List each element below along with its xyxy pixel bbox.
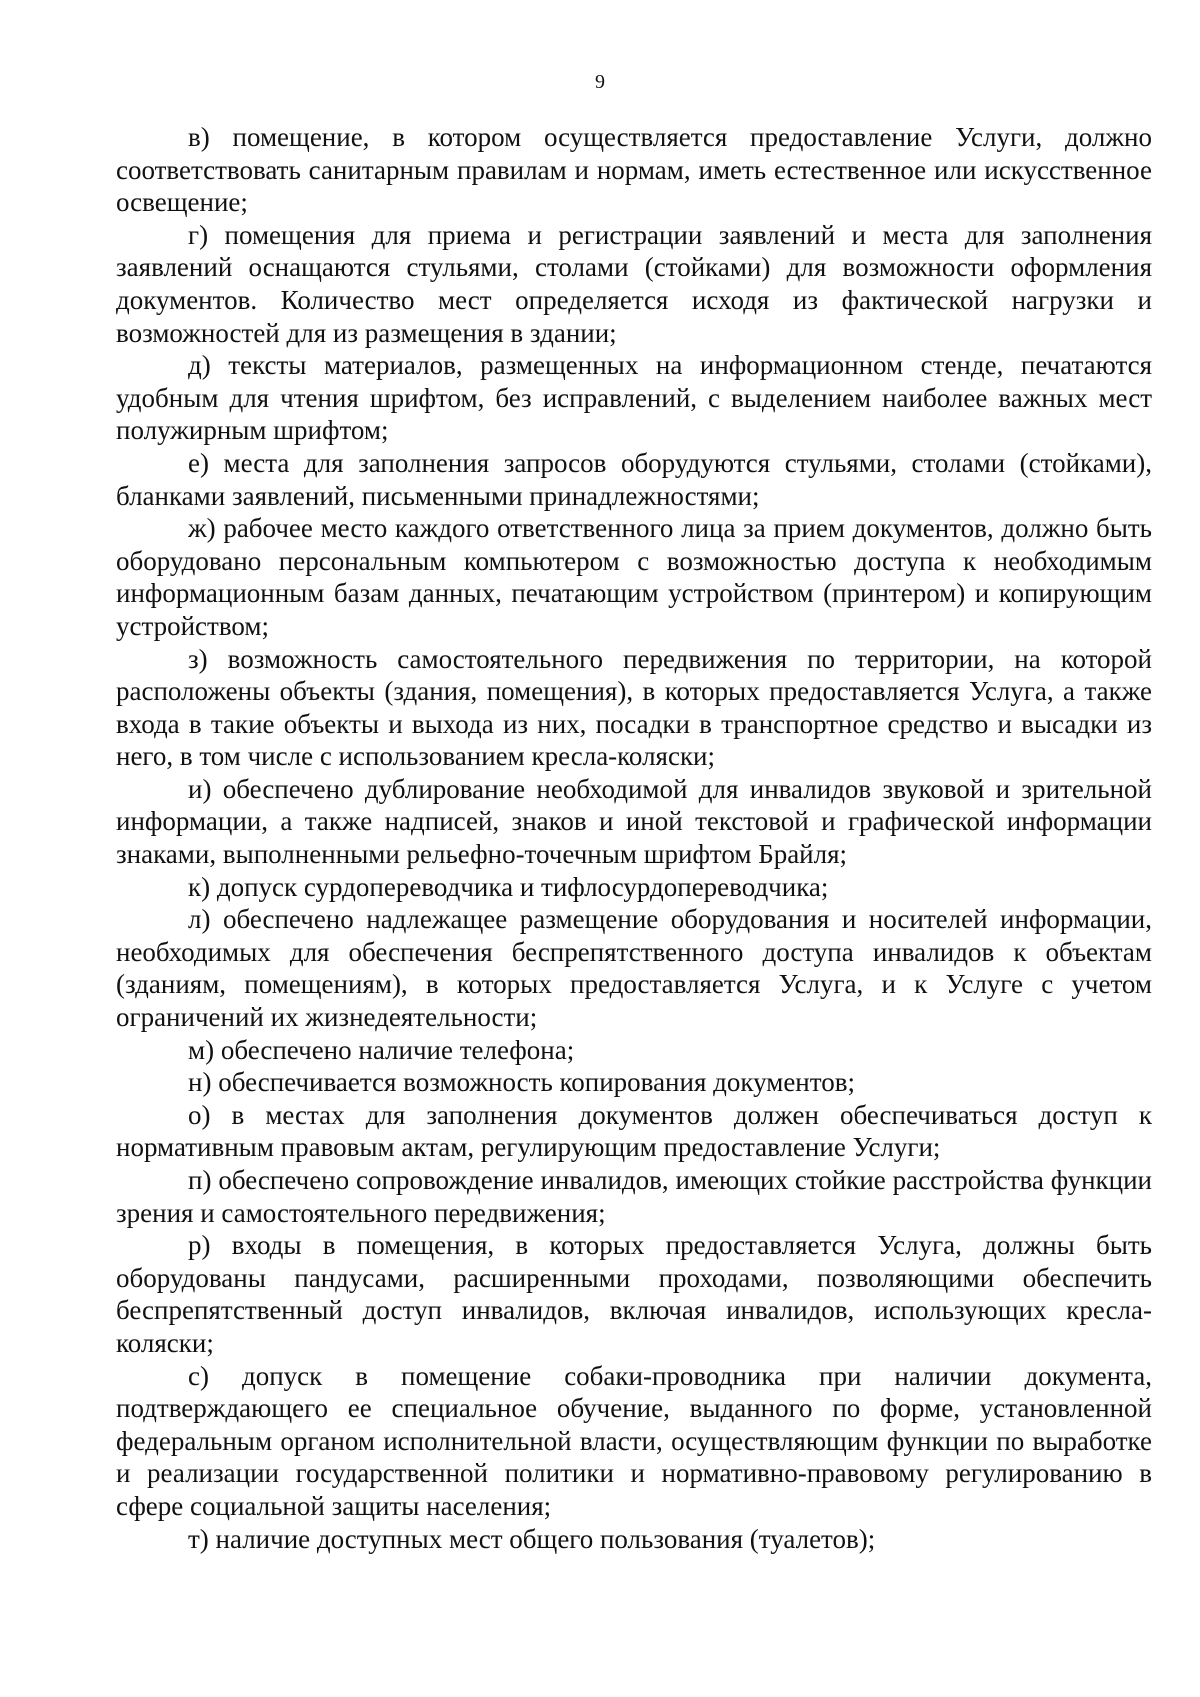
- paragraph-e: е) места для заполнения запросов оборудуются стульями, столами (стойками), бланками заявлений, письменными принадлежностями;: [116, 447, 1152, 511]
- paragraph-l: л) обеспечено надлежащее размещение оборудования и носителей информации, необходимых для обеспечения беспрепятственного доступа инвалидов к объектам (зданиям, помещениям), в которых предоставляется Услуга, и к Услуге с учетом ограничений их жизнедеятельности;: [116, 904, 1152, 1033]
- paragraph-m: м) обеспечено наличие телефона;: [188, 1034, 575, 1065]
- paragraph-r: р) входы в помещения, в которых предоставляется Услуга, должны быть оборудованы пандусами, расширенными проходами, позволяющими обеспечить беспрепятственный доступ инвалидов, включая инвалидов, использующих кресла-коляски;: [116, 1230, 1152, 1358]
- paragraph-o: о) в местах для заполнения документов должен обеспечиваться доступ к нормативным правовым актам, регулирующим предоставление Услуги;: [116, 1099, 1152, 1163]
- paragraph-t: т) наличие доступных мест общего пользования (туалетов);: [188, 1523, 876, 1554]
- paragraph-d: д) тексты материалов, размещенных на информационном стенде, печатаются удобным для чтения шрифтом, без исправлений, с выделением наиболее важных мест полужирным шрифтом;: [116, 350, 1152, 446]
- paragraph-zh: ж) рабочее место каждого ответственного лица за прием документов, должно быть оборудовано персональным компьютером с возможностью доступа к необходимым информационным базам данных, печатающим устройством (принтером) и копирующим устройством;: [116, 513, 1152, 641]
- page-number: 9: [595, 71, 605, 93]
- paragraph-k: к) допуск сурдопереводчика и тифлосурдопереводчика;: [188, 871, 829, 902]
- paragraph-v: в) помещение, в котором осуществляется предоставление Услуги, должно соответствовать санитарным правилам и нормам, иметь естественное или искусственное освещение;: [116, 122, 1152, 218]
- paragraph-s: с) допуск в помещение собаки-проводника при наличии документа, подтверждающего ее специальное обучение, выданного по форме, установленной федеральным органом исполнительной власти, осуществляющим функции по выработке и реализации государственной политики и нормативно-правовому регулированию в сфере социальной защиты населения;: [116, 1360, 1152, 1521]
- paragraph-n: н) обеспечивается возможность копирования документов;: [188, 1067, 855, 1098]
- paragraph-g: г) помещения для приема и регистрации заявлений и места для заполнения заявлений оснащаются стульями, столами (стойками) для возможности оформления документов. Количество мест определяется исходя из фактической нагрузки и возможностей для из размещения в здании;: [116, 219, 1152, 348]
- document-body: [116, 121, 1152, 1555]
- paragraph-p: п) обеспечено сопровождение инвалидов, имеющих стойкие расстройства функции зрения и самостоятельного передвижения;: [116, 1165, 1152, 1228]
- paragraph-i: и) обеспечено дублирование необходимой для инвалидов звуковой и зрительной информации, а также надписей, знаков и иной текстовой и графической информации знаками, выполненными рельефно-точечным шрифтом Брайля;: [116, 773, 1152, 870]
- paragraph-z: з) возможность самостоятельного передвижения по территории, на которой расположены объекты (здания, помещения), в которых предоставляется Услуга, а также входа в такие объекты и выхода из них, посадки в транспортное средство и высадки из него, в том числе с использованием кресла-коляски;: [116, 643, 1152, 772]
